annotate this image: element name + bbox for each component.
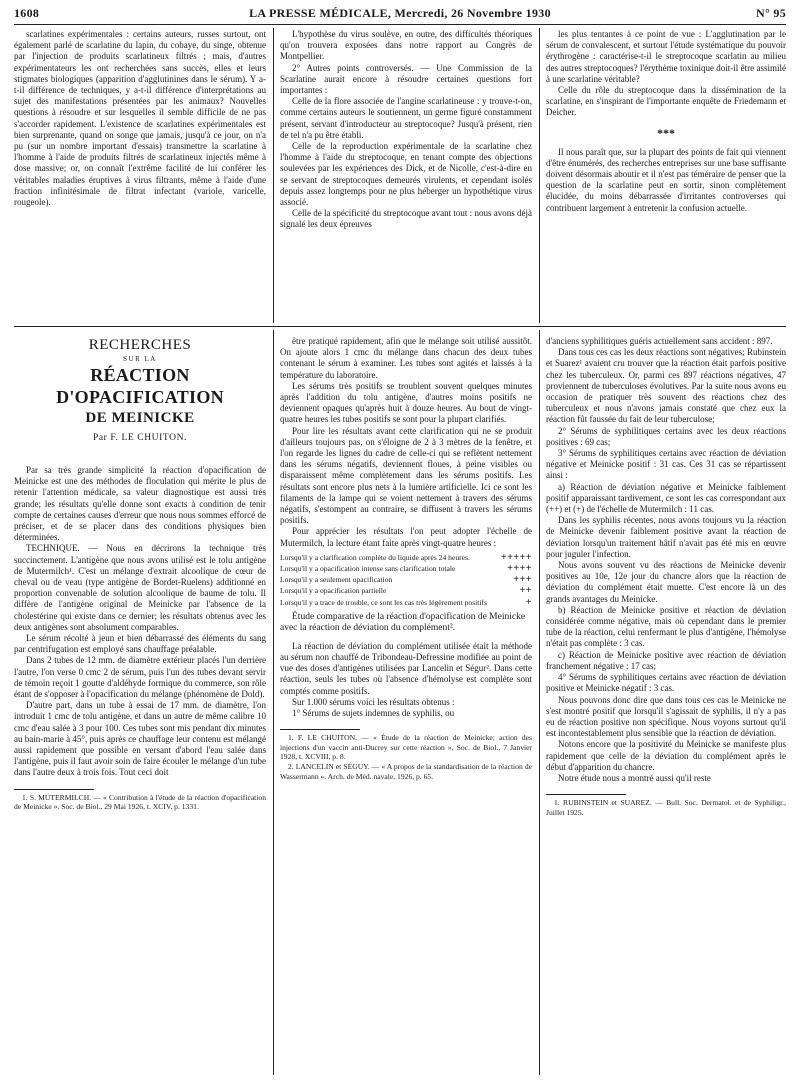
- paragraph: Par sa très grande simplicité la réaction d'opacification de Meinicke est une des méthodes de floculation qui mérite le plus de retenir l'attention médicale, sa valeur diagnostique est aussi très grande; les résultats qu'elle donne sont exacts à condition de tenir compte de certaines causes d'erreur que nous nous sommes efforcé de préciser, et de se placer dans des conditions physiques bien déterminées.: [14, 465, 266, 543]
- scale-label: Lorsqu'il y a trace de trouble, ce sont les cas très légèrement positifs: [280, 597, 487, 607]
- paragraph: Il nous paraît que, sur la plupart des points de fait qui viennent d'être énumérés, des recherches entreprises sur une base suffisante doivent désormais aboutir et il n'est pas téméraire de penser que la question de la scarlatine peut en sortir, sinon complètement élucidée, du moins débarrassée d'irritantes controverses qui contribuent largement à entretenir la confusion actuelle.: [546, 146, 786, 213]
- top-column-2: [280, 29, 532, 321]
- article-title: [14, 336, 266, 445]
- paragraph: c) Réaction de Meinicke positive avec réaction de déviation franchement négative : 17 cas;: [546, 649, 786, 671]
- title-line-2: SUR LA: [123, 355, 157, 363]
- footnote: 1. F. LE CHUITON. — « Étude de la réaction de Meinicke; action des injections d'un vaccin anti-Ducrey sur cette réaction », Soc. de Biol., 7 Janvier 1928, t. XCVIII, p. 8.: [280, 733, 532, 762]
- article-author: Par F. LE CHUITON.: [92, 433, 188, 443]
- paragraph: Notons encore que la positivité du Meinicke se manifeste plus rapidement que celle de la déviation du complément après le début d'apparition du chancre.: [546, 739, 786, 772]
- paragraph: d'anciens syphilitiques guéris actuellement sans accident : 897.: [546, 336, 773, 346]
- title-line-4: DE MEINICKE: [85, 410, 195, 426]
- mutermilch-scale-table: [280, 552, 532, 608]
- paragraph: a) Réaction de déviation négative et Meinicke faiblement positif apparaissant tardivement, ce sont les cas correspondant aux (++) et (+) de l'échelle de Mutermilch : 11 cas.: [546, 481, 786, 515]
- paragraph: 1° Sérums de sujets indemnes de syphilis, ou: [292, 708, 455, 719]
- paragraph: Sur 1.000 sérums voici les résultats obtenus :: [292, 696, 455, 707]
- footnote-rule: [14, 789, 94, 790]
- paragraph: Pour lire les résultats avant cette clarification qui ne se produit d'ailleurs toujours pas, on s'éloigne de 2 à 3 mètres de la fenêtre, et l'on regarde les lignes du cadre de celle-ci qui se reflètent nettement dans les sérums négatifs, deviennent floues, à peine visibles ou disparaissent même complètement dans les sérums positifs. Les résultats sont encore plus nets à la lumière artificielle. Ici ce sont les filaments de la lampe qui se voient nettement à travers des sérums négatifs, s'estompent au contraire, se diffusent à travers les sérums positifs.: [280, 425, 532, 526]
- scale-value: ++++: [507, 563, 532, 575]
- scale-value: +: [525, 596, 532, 608]
- footnote-rule: [546, 794, 626, 795]
- journal-title: LA PRESSE MÉDICALE, Mercredi, 26 Novembre 1930: [249, 6, 551, 20]
- top-column-1: [14, 29, 266, 321]
- scale-row: [280, 574, 532, 585]
- paragraph: TECHNIQUE. — Nous en décrirons la technique très succinctement. L'antigène que nous avons utilisé est le tolu antigène de Mutermilch¹. C'est un mélange d'extrait alcoolique de cœur de cheval ou de veau (type antigène de Bordet-Ruelens) additionné en proportion convenable de solution alcoolique de baume de tolu. Il diffère de l'antigène original de Meinicke par l'absence de la cholestérine qui existe dans ce dernier; les résultats obtenus avec les deux antigènes sont absolument comparables.: [14, 543, 266, 632]
- paragraph: être pratiqué rapidement, afin que le mélange soit utilisé aussitôt. On ajoute alors 1 cmc du mélange dans chacun des deux tubes contenant le sérum à examiner. Les tubes sont agités et laissés à la température du laboratoire.: [280, 336, 532, 380]
- paragraph: 4° Sérums de syphilitiques certains avec réaction de déviation positive et Meinicke négatif : 3 cas.: [546, 672, 786, 694]
- paragraph: 3° Sérums de syphilitiques certains avec réaction de déviation négative et Meinicke positif : 31 cas. Ces 31 cas se répartissent ainsi :: [546, 448, 786, 481]
- header-rule: [14, 24, 786, 25]
- column-divider: [273, 28, 274, 323]
- paragraph: L'hypothèse du virus soulève, en outre, des difficultés théoriques qu'on trouvera exposées dans notre rapport au Congrès de Montpellier.: [280, 29, 532, 62]
- article-column-1: [14, 336, 266, 1074]
- paragraph: D'autre part, dans un tube à essai de 17 mm. de diamètre, l'on introduit 1 cmc de tolu antigène, et dans un autre de même calibre 10 cmc d'eau salée à 3 pour 100. Ces tubes sont mis pendant dix minutes au bain-marie à 45°, puis après ce chauffage leur contenu est mélangé aussi rapidement que possible en versant d'abord l'eau salée dans l'antigène, puis il faut avoir soin de faire écouler le mélange d'un tube dans l'autre deux à trois fois. Tout ceci doit: [14, 700, 266, 778]
- paragraph: Les sérums très positifs se troublent souvent quelques minutes après l'addition du tolu antigène, d'autres moins positifs ne deviennent opaques qu'après huit à douze heures. Au bout de vingt-quatre heures les tubes positifs se sont pour la plupart clarifiés.: [280, 380, 532, 425]
- paragraph: Dans 2 tubes de 12 mm. de diamètre extérieur placés l'un derrière l'autre, l'on verse 0 cmc 2 de sérum, puis l'un des tubes devant servir de témoin reçoit 1 goutte d'aldéhyde formique du commerce, son rôle étant de s'opposer à l'opacification du mélange (phénomène de Dold).: [14, 655, 266, 700]
- scale-label: Lorsqu'il y a clarification complète du liquide après 24 heures.: [280, 552, 470, 562]
- article-column-2: [280, 336, 532, 1074]
- scale-row: [280, 585, 532, 596]
- title-line-1: RECHERCHES: [88, 337, 192, 353]
- paragraph: Le sérum récolté à jeun et bien débarrassé des éléments du sang par centrifugation est employé sans chauffage préalable.: [14, 633, 266, 655]
- scale-label: Lorsqu'il y a opacification partielle: [280, 586, 387, 596]
- paragraph: Dans tous ces cas les deux réactions sont négatives; Rubinstein et Suarez¹ avaient cru trouver que la réaction était parfois positive chez les tuberculeux. Or, parmi ces 897 réactions négatives, 47 proviennent de tuberculoses évolutives. Par la suite nous avons eu occasion de pratiquer très souvent des réactions chez des tuberculeux et nous n'avons jamais constaté que chez eux la réaction fût faussée du fait de leur tuberculose;: [546, 347, 786, 425]
- issue-number: N° 95: [756, 6, 786, 20]
- footnote-rule: [280, 729, 360, 730]
- paragraph: Celle de la flore associée de l'angine scarlatineuse : y trouve-t-on, comme certains auteurs le soutiennent, un germe figuré constamment présent, servant d'introducteur au streptocoque? Jusqu'à présent, rien de tel n'a pu être établi.: [280, 96, 532, 140]
- title-line-3: RÉACTION D'OPACIFICATION: [56, 365, 224, 407]
- paragraph: Notre étude nous a montré aussi qu'il reste: [558, 772, 711, 783]
- scale-row: [280, 552, 532, 563]
- paragraph: Dans les syphilis récentes, nous avons toujours vu la réaction de Meinicke devenir faiblement positive avant la réaction de déviation lorsqu'un traitement hâtif n'avait pas été mis en œuvre pour juguler l'infection.: [546, 515, 786, 559]
- paragraph: Celle de la spécificité du streptocoque avant tout : nous avons déjà signalé les deux épreuves: [280, 208, 532, 230]
- page-header: [14, 6, 786, 22]
- scale-row: [280, 563, 532, 574]
- paragraph: 2° Autres points controversés. — Une Commission de la Scarlatine aurait encore à résoudre certaines questions fort importantes :: [280, 62, 532, 96]
- scale-value: +++++: [501, 551, 532, 563]
- paragraph: Pour apprécier les résultats l'on peut adopter l'échelle de Mutermilch, la lecture étant faite après vingt-quatre heures :: [280, 526, 532, 548]
- scale-value: +++: [513, 574, 532, 586]
- scale-row: [280, 597, 532, 608]
- paragraph: scarlatines expérimentales : certains auteurs, russes surtout, ont également parlé de scarlatine du lapin, du cobaye, du singe, obtenue par l'injection de produits scarlatineux filtrés ; mais, d'autres expérimentateurs les ont recherchées sans succès, elles et leurs stigmates biologiques (apparition d'agglutinines dans le sérum). Y a-t-il différence de techniques, y a-t-il différence d'interprétations au sujet des manifestations présentées par les animaux? Nouvelles questions à résoudre et sur lesquelles il semble difficile de ne pas s'accorder rapidement. L'existence de scarlatines expérimentales est bien surprenante, quand on songe que jamais, jusqu'à ce jour, on n'a pu (sur un nombre important d'essais) transmettre la scarlatine à l'homme à l'aide de produits filtrés de scarlatineux injectés même à dose massive; or, on connaît l'extrême facilité de lui conférer les véritables maladies éruptives à virus filtrants, même à l'aide d'une fraction infinitésimale de filtrat infectant (variole, varicelle, rougeole).: [14, 29, 266, 208]
- paragraph: les plus tentantes à ce point de vue : L'agglutination par le sérum de convalescent, et surtout l'étude systématique du pouvoir érythrogène : caractérise-t-il le streptocoque scarlatin au milieu des autres streptocoques? l'érythème toxinique doit-il être assimilé à une scarlatine véritable?: [546, 29, 786, 84]
- top-column-3: [546, 29, 786, 321]
- article-column-3: [546, 336, 786, 1074]
- scale-value: ++: [519, 585, 532, 597]
- paragraph: 2° Sérums de syphilitiques certains avec les deux réactions positives : 69 cas;: [546, 425, 786, 447]
- paragraph: La réaction de déviation du complément utilisée était la méthode au sérum non chauffé de Tribondeau-Defressine modifiée au point de vue des doses d'antigènes utilisées par Lancelin et Ségur². Dans cette réaction, seuls les tubes où l'absence d'hémolyse est complète sont comptés comme positifs.: [280, 640, 532, 696]
- paragraph: b) Réaction de Meinicke positive et réaction de déviation considérée comme négative, mais où cependant dans le premier tube de la réaction, celui renfermant le plus d'antigène, l'hémolyse n'était pas complète : 3 cas.: [546, 604, 786, 649]
- paragraph: Nous pouvons donc dire que dans tous ces cas le Meinicke ne s'est montré positif que lorsqu'il s'agissait de syphilis, il n'y a pas eu de réaction positive non spécifique. Nous voyons surtout qu'il est incontestablement plus sensible que la réaction de déviation.: [546, 694, 786, 739]
- footnote: 1. RUBINSTEIN et SUAREZ. — Bull. Soc. Dermatol. et de Syphiligr., Juillet 1925.: [546, 798, 786, 817]
- column-divider: [539, 28, 540, 323]
- column-divider: [273, 330, 274, 1075]
- scale-label: Lorsqu'il y a seulement opacification: [280, 575, 393, 585]
- column-divider: [539, 330, 540, 1075]
- footnote: 1. S. MUTERMILCH. — « Contribution à l'étude de la réaction d'opacification de Meinicke ». Soc. de Biol., 29 Mai 1926, t. XCIV, p. 1331.: [14, 792, 266, 812]
- page-number: 1608: [14, 6, 40, 20]
- scale-label: Lorsqu'il y a opacification intense sans clarification totale: [280, 564, 456, 574]
- section-separator-stars: ***: [657, 125, 675, 140]
- section-heading: Étude comparative de la réaction d'opacification de Meinicke avec la réaction de déviation du complément².: [280, 611, 526, 634]
- paragraph: Nous avons souvent vu des réactions de Meinicke devenir positives au 10e, 12e jour du chancre alors que la réaction de déviation du complément était muette. C'est encore là un des grands avantages du Meinicke.: [546, 560, 786, 604]
- paragraph: Celle de la reproduction expérimentale de la scarlatine chez l'homme à l'aide du streptocoque, en tenant compte des objections soulevées par les expériences des Dick, et de Nicolle, c'est-à-dire en se servant de streptocoques demeurés virulents, et cependant isolés depuis assez longtemps pour ne plus héberger un hypothétique virus associé.: [280, 141, 532, 208]
- paragraph: Celle du rôle du streptocoque dans la dissémination de la scarlatine, en s'inspirant de l'importante enquête de Friedemann et Deicher.: [546, 85, 786, 118]
- section-rule: [14, 326, 786, 327]
- footnote: 2. LANCELIN et SÉGUY. — « A propos de la standardisation de la réaction de Wassermann ». Arch. de Méd. navale, 1926, p. 65.: [280, 762, 532, 781]
